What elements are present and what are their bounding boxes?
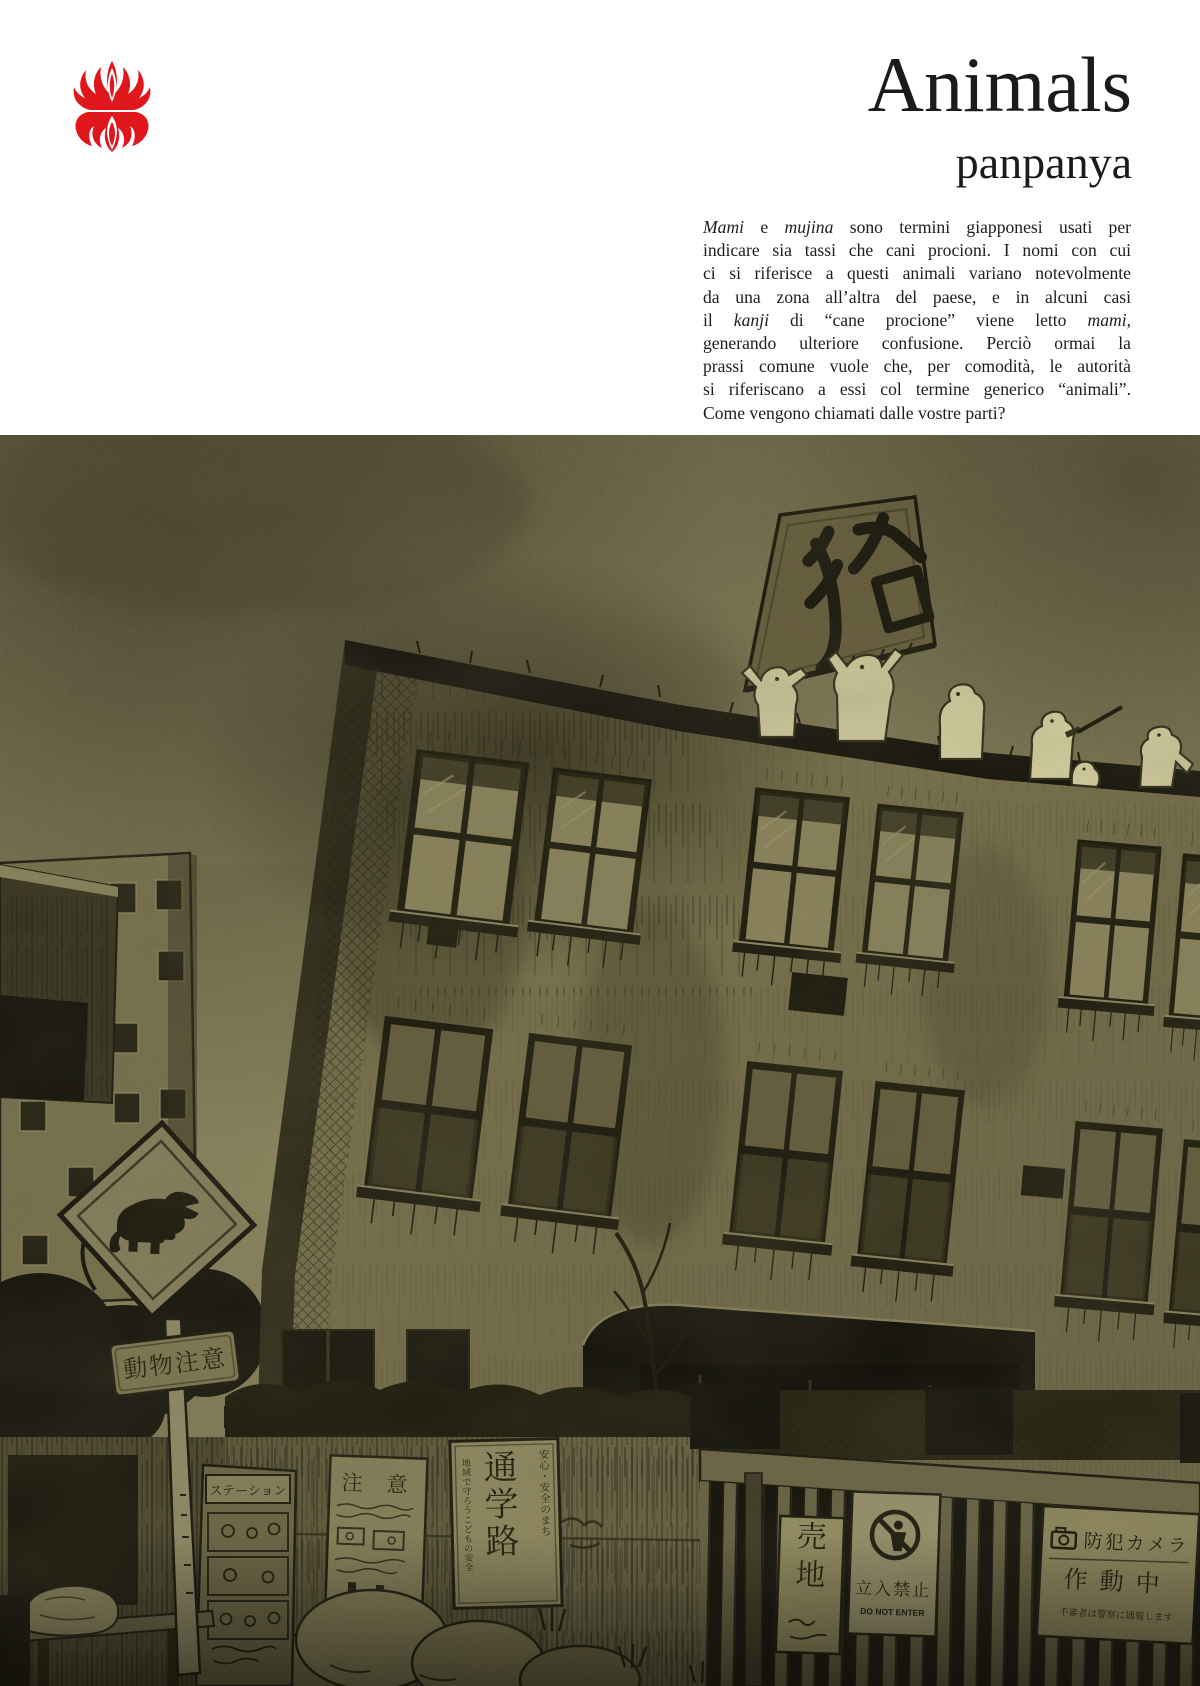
bottom-vignette [0,1535,1200,1686]
cover-author: panpanya [955,137,1132,188]
intro-paragraph: Mami e mujina sono termini giapponesi usati per indicare sia tassi che cani procioni. I nomi con cui ci si riferisce a questi animali variano notevolmente da una zona all’altra del paese, e in alcuni casi il kanji di “cane procione” viene letto mami, generando ulteriore confusione. Perciò ormai la prassi comune vuole che, per comodità, le autorità si riferiscano a essi col termine generico “animali”. Come vengono chiamati dalle vostre parti? [703,217,1131,423]
publisher-logo [70,58,154,156]
cover-header [0,0,1200,435]
publisher-ornament-icon [70,58,154,156]
paper-grain-texture [0,435,1200,1686]
cover-illustration [0,435,1200,1686]
cover-title: Animals [867,41,1132,128]
